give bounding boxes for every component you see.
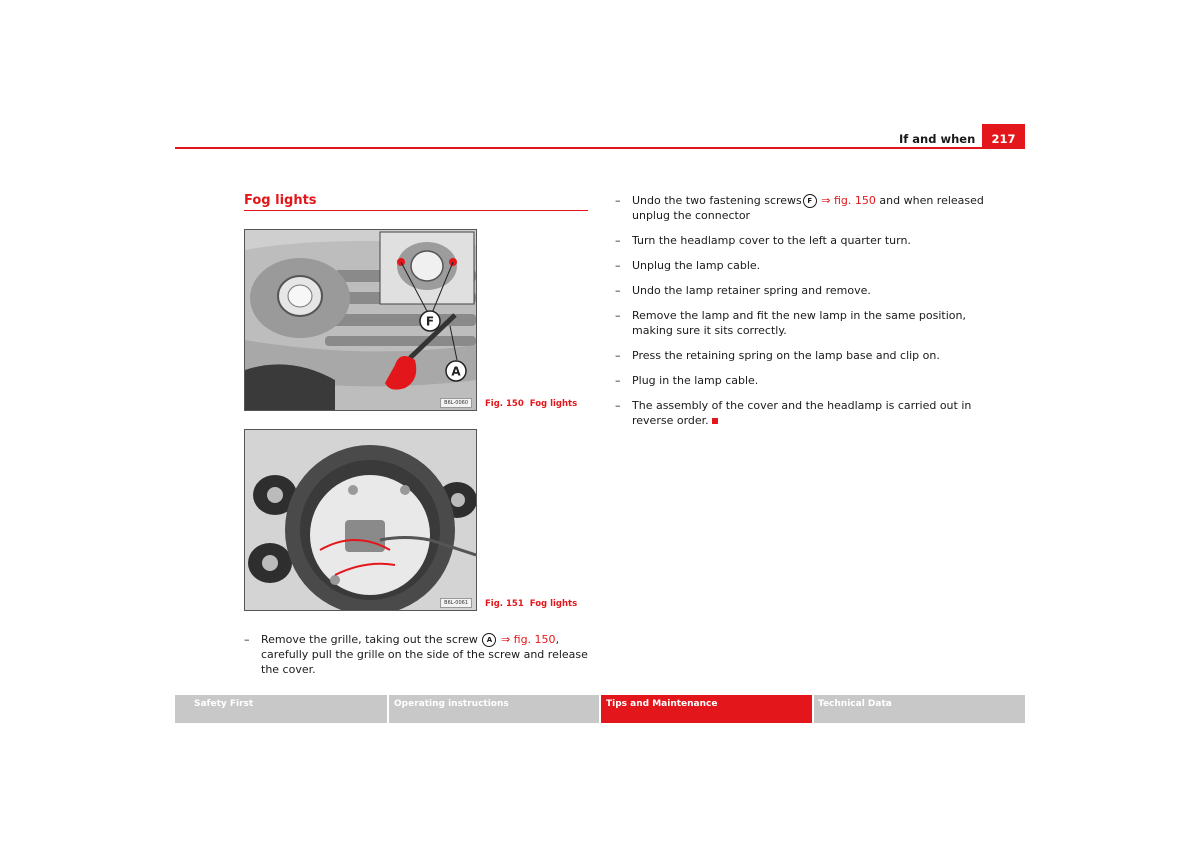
figure-reference-link[interactable]: ⇒ fig. 150 bbox=[500, 633, 556, 646]
footer-tab-label: Operating instructions bbox=[394, 699, 509, 709]
step-text: Plug in the lamp cable. bbox=[632, 374, 759, 387]
step-text: and when released unplug the connector bbox=[632, 194, 984, 222]
end-of-section-icon bbox=[712, 418, 718, 424]
step-reassembly bbox=[615, 398, 972, 428]
step-text: Undo the lamp retainer spring and remove. bbox=[632, 284, 871, 297]
step-dash: – bbox=[615, 284, 621, 297]
figure-151-code: B6L-0061 bbox=[440, 598, 472, 608]
footer-tab-operating-instructions[interactable] bbox=[389, 695, 599, 723]
footer-tab-label: Technical Data bbox=[818, 699, 892, 709]
step-dash: – bbox=[615, 374, 621, 387]
figure-150-title: Fog lights bbox=[529, 399, 578, 409]
step-dash: – bbox=[615, 399, 621, 412]
step-text: Unplug the lamp cable. bbox=[632, 259, 761, 272]
header-rule bbox=[175, 147, 1025, 149]
step-dash: – bbox=[615, 234, 621, 247]
running-header-section: If and when bbox=[899, 132, 976, 146]
figure-150-marker-a: A bbox=[451, 364, 461, 379]
step-replace-lamp bbox=[615, 308, 977, 338]
step-text: Remove the grille, taking out the screw bbox=[261, 633, 478, 646]
footer-tab-safety-first[interactable] bbox=[175, 695, 387, 723]
page-number: 217 bbox=[982, 124, 1025, 148]
article-title: Fog lights bbox=[244, 193, 317, 208]
step-plug-cable bbox=[615, 373, 984, 388]
step-text: Turn the headlamp cover to the left a quarter turn. bbox=[632, 234, 911, 247]
footer-tab-tips-and-maintenance[interactable] bbox=[601, 695, 812, 723]
step-turn-cover bbox=[615, 233, 984, 248]
step-remove-grille bbox=[244, 632, 606, 677]
title-rule bbox=[244, 210, 588, 211]
figure-reference-link[interactable]: ⇒ fig. 150 bbox=[821, 194, 876, 207]
step-text: Press the retaining spring on the lamp base and clip on. bbox=[632, 349, 940, 362]
step-text: , carefully pull the grille on the side of the screw and release the cover. bbox=[261, 633, 588, 676]
step-text: Undo the two fastening screws bbox=[632, 194, 802, 207]
step-unplug-cable bbox=[615, 258, 984, 273]
step-dash: – bbox=[244, 633, 250, 646]
figure-150-code: B6L-0060 bbox=[440, 398, 472, 408]
step-dash: – bbox=[615, 259, 621, 272]
footer-tab-label: Tips and Maintenance bbox=[606, 699, 718, 709]
step-dash: – bbox=[615, 309, 621, 322]
figure-150-number: Fig. 150 bbox=[485, 399, 524, 409]
step-press-spring bbox=[615, 348, 984, 363]
figure-150-caption bbox=[485, 399, 577, 409]
footer-tab-label: Safety First bbox=[194, 699, 254, 709]
step-undo-spring bbox=[615, 283, 984, 298]
figure-151-number: Fig. 151 bbox=[485, 599, 524, 609]
figure-151-caption bbox=[485, 599, 577, 609]
marker-a-icon: A bbox=[482, 633, 496, 647]
step-undo-screws bbox=[615, 193, 984, 223]
figure-150-image bbox=[244, 229, 477, 411]
figure-151-title: Fog lights bbox=[529, 599, 578, 609]
figure-151-image bbox=[244, 429, 477, 611]
figure-150-marker-f: F bbox=[425, 314, 435, 329]
marker-f-icon: F bbox=[803, 194, 817, 208]
step-dash: – bbox=[615, 194, 621, 207]
step-text: Remove the lamp and fit the new lamp in the same position, making sure it sits correctly. bbox=[632, 309, 966, 337]
step-dash: – bbox=[615, 349, 621, 362]
step-text: The assembly of the cover and the headlamp is carried out in reverse order. bbox=[632, 399, 972, 427]
footer-tab-technical-data[interactable] bbox=[814, 695, 1025, 723]
